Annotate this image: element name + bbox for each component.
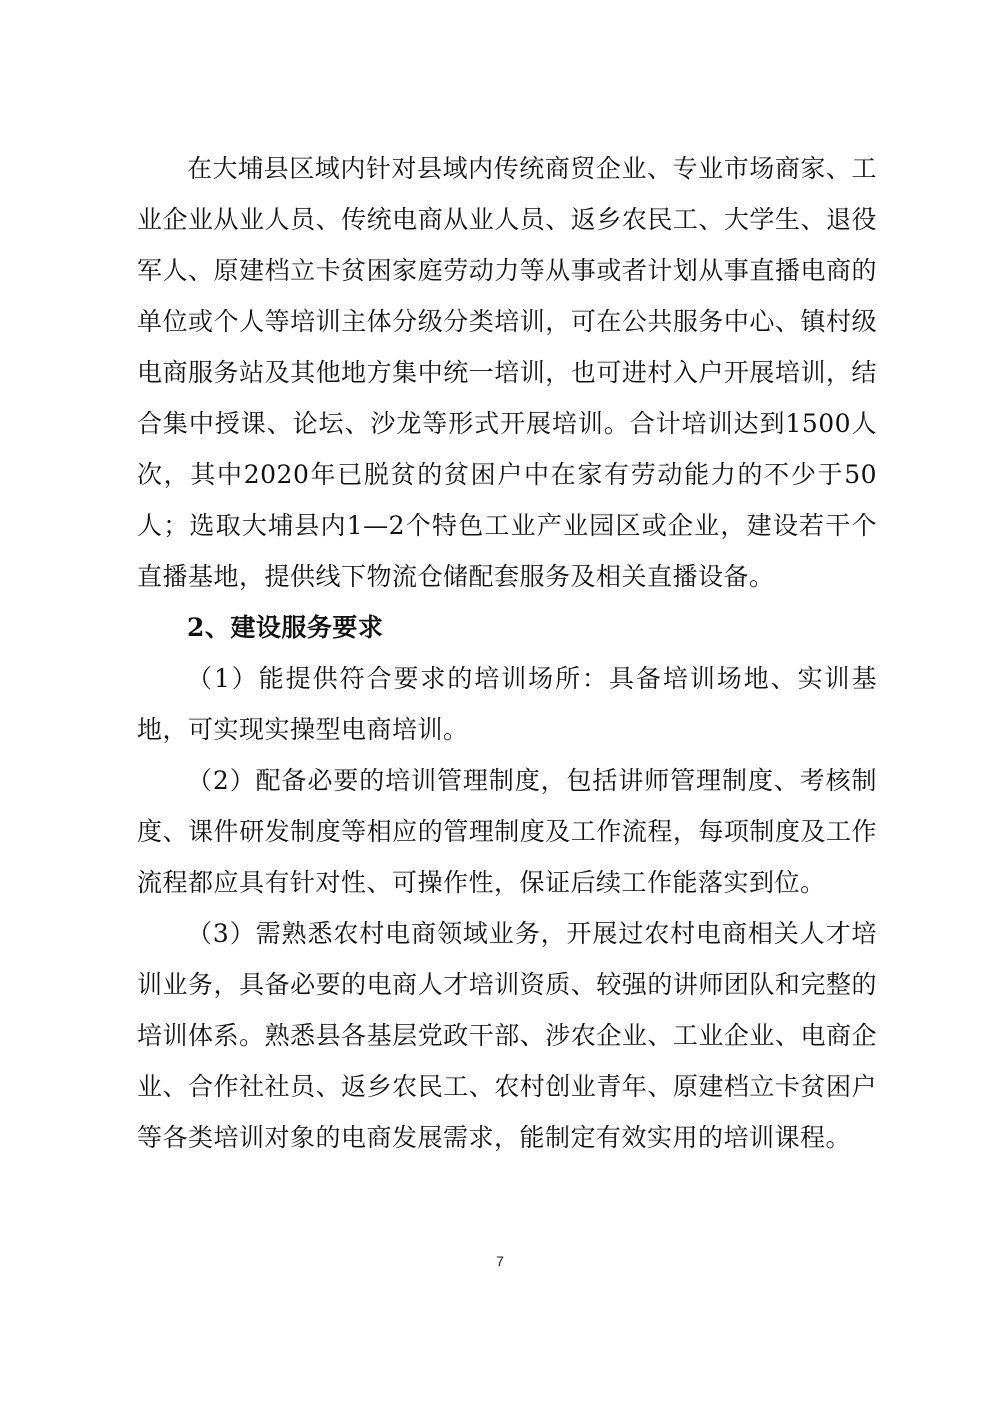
page-number: 7	[496, 1253, 504, 1269]
intro-paragraph: 在大埔县区域内针对县域内传统商贸企业、专业市场商家、工业企业从业人员、传统电商从业人员、返乡农民工、大学生、退役军人、原建档立卡贫困家庭劳动力等从事或者计划从事直播电商的单位或个人等培训主体分级分类培训，可在公共服务中心、镇村级电商服务站及其他地方集中统一培训，也可进村入户开展培训，结合集中授课、论坛、沙龙等形式开展培训。合计培训达到1500人次，其中2020年已脱贫的贫困户中在家有劳动能力的不少于50人；选取大埔县内1—2个特色工业产业园区或企业，建设若干个直播基地，提供线下物流仓储配套服务及相关直播设备。	[137, 154, 877, 591]
section-heading: 2、建设服务要求	[187, 613, 384, 642]
requirement-2-paragraph: （2）配备必要的培训管理制度，包括讲师管理制度、考核制度、课件研发制度等相应的管理制度及工作流程，每项制度及工作流程都应具有针对性、可操作性，保证后续工作能落实到位。	[137, 766, 877, 897]
document-body	[137, 143, 877, 1163]
requirement-1-paragraph: （1）能提供符合要求的培训场所：具备培训场地、实训基地，可实现实操型电商培训。	[137, 664, 877, 744]
requirement-3-paragraph: （3）需熟悉农村电商领域业务，开展过农村电商相关人才培训业务，具备必要的电商人才培训资质、较强的讲师团队和完整的培训体系。熟悉县各基层党政干部、涉农企业、工业企业、电商企业、合作社社员、返乡农民工、农村创业青年、原建档立卡贫困户等各类培训对象的电商发展需求，能制定有效实用的培训课程。	[137, 919, 877, 1152]
